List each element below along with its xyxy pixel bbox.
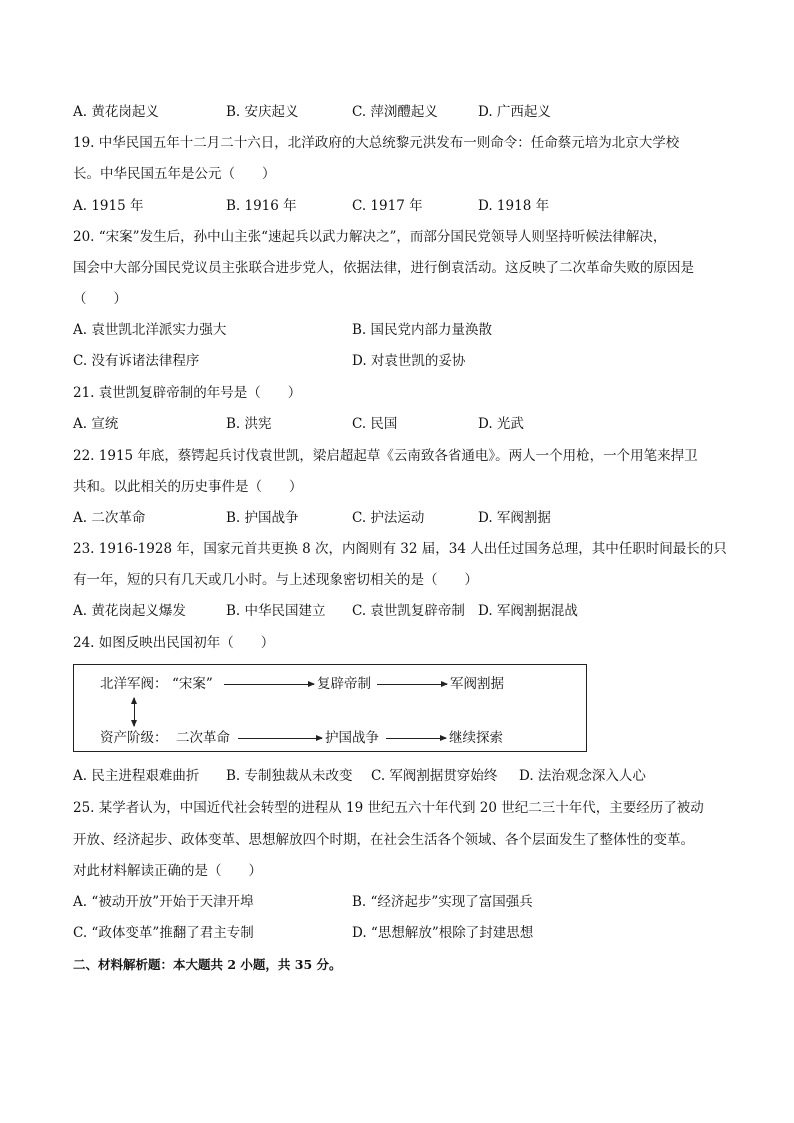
diagram-arrow-top-1 — [224, 684, 314, 685]
q18-option-b: B. 安庆起义 — [226, 104, 299, 120]
q20-option-c: C. 没有诉诸法律程序 — [73, 353, 200, 369]
q24-option-c: C. 军阀割据贯穿始终 — [371, 768, 498, 784]
diagram-top-item-3: 军阀割据 — [450, 676, 504, 692]
q25-option-a: A. “被动开放”开始于天津开埠 — [73, 894, 254, 910]
q25-stem-line-1: 25. 某学者认为，中国近代社会转型的进程从 19 世纪五六十年代到 20 世纪二三十年代，主要经历了被动 — [73, 800, 704, 816]
q22-option-d: D. 军阀割据 — [478, 510, 551, 526]
q23-option-d: D. 军阀割据混战 — [478, 603, 578, 619]
section-2-heading: 二、材料解析题：本大题共 2 小题，共 35 分。 — [73, 957, 342, 972]
q19-option-a: A. 1915 年 — [73, 198, 144, 214]
q19-stem-line-2: 长。中华民国五年是公元（ ） — [73, 166, 276, 182]
diagram-top-item-1: “宋案” — [172, 676, 213, 692]
q22-option-b: B. 护国战争 — [226, 510, 299, 526]
q25-option-b: B. “经济起步”实现了富国强兵 — [352, 894, 533, 910]
q22-stem-line-2: 共和。以此相关的历史事件是（ ） — [73, 479, 303, 495]
q20-option-b: B. 国民党内部力量涣散 — [352, 322, 493, 338]
q24-option-b: B. 专制独裁从未改变 — [226, 768, 353, 784]
diagram-vertical-double-arrow — [134, 698, 135, 726]
q20-option-a: A. 袁世凯北洋派实力强大 — [73, 322, 227, 338]
q19-option-b: B. 1916 年 — [226, 198, 297, 214]
q19-stem-line-1: 19. 中华民国五年十二月二十六日，北洋政府的大总统黎元洪发布一则命令：任命蔡元培为北京大学校 — [73, 135, 680, 151]
q20-stem-line-2: 国会中大部分国民党议员主张联合进步党人，依据法律，进行倒袁活动。这反映了二次革命失败的原因是 — [73, 260, 694, 276]
diagram-bottom-item-1: 二次革命 — [176, 730, 230, 746]
q23-option-a: A. 黄花岗起义爆发 — [73, 603, 186, 619]
q23-option-c: C. 袁世凯复辟帝制 — [352, 603, 465, 619]
q18-option-c: C. 萍浏醴起义 — [352, 104, 438, 120]
diagram-arrow-bottom-1 — [238, 738, 322, 739]
diagram-arrow-top-2 — [377, 684, 447, 685]
q18-option-d: D. 广西起义 — [478, 104, 551, 120]
q25-option-d: D. “思想解放”根除了封建思想 — [352, 925, 534, 941]
q23-stem-line-2: 有一年，短的只有几天或几小时。与上述现象密切相关的是（ ） — [73, 572, 478, 588]
q20-stem-line-1: 20. “宋案”发生后，孙中山主张“速起兵以武力解决之”，而部分国民党领导人则坚持听候法律解决， — [73, 229, 667, 245]
q19-option-c: C. 1917 年 — [352, 198, 423, 214]
q21-option-d: D. 光武 — [478, 416, 524, 432]
q23-stem-line-1: 23. 1916-1928 年，国家元首共更换 8 次，内阁则有 32 届，34 人出任过国务总理，其中任职时间最长的只 — [73, 541, 727, 557]
q24-option-d: D. 法治观念深入人心 — [519, 768, 646, 784]
q24-option-a: A. 民主进程艰难曲折 — [73, 768, 200, 784]
q24-stem: 24. 如图反映出民国初年（ ） — [73, 635, 275, 651]
q20-option-d: D. 对袁世凯的妥协 — [352, 353, 466, 369]
q21-stem: 21. 袁世凯复辟帝制的年号是（ ） — [73, 385, 302, 401]
q19-option-d: D. 1918 年 — [478, 198, 550, 214]
q21-option-b: B. 洪宪 — [226, 416, 272, 432]
q22-option-a: A. 二次革命 — [73, 510, 146, 526]
diagram-bottom-label: 资产阶级： — [100, 730, 168, 746]
q18-option-a: A. 黄花岗起义 — [73, 104, 159, 120]
q22-stem-line-1: 22. 1915 年底，蔡锷起兵讨伐袁世凯，梁启超起草《云南致各省通电》。两人一个用枪，一个用笔来捍卫 — [73, 448, 698, 464]
q23-option-b: B. 中华民国建立 — [226, 603, 326, 619]
q25-option-c: C. “政体变革”推翻了君主专制 — [73, 925, 254, 941]
q21-option-c: C. 民国 — [352, 416, 398, 432]
diagram-bottom-item-3: 继续探索 — [449, 730, 503, 746]
q25-stem-line-3: 对此材料解读正确的是（ ） — [73, 863, 262, 879]
q21-option-a: A. 宣统 — [73, 416, 119, 432]
q25-stem-line-2: 开放、经济起步、政体变革、思想解放四个时期，在社会生活各个领域、各个层面发生了整体性的变革。 — [73, 832, 694, 848]
q22-option-c: C. 护法运动 — [352, 510, 425, 526]
diagram-bottom-item-2: 护国战争 — [325, 730, 379, 746]
diagram-top-label: 北洋军阀： — [100, 676, 168, 692]
diagram-top-item-2: 复辟帝制 — [317, 676, 371, 692]
q24-diagram — [73, 664, 587, 752]
q20-stem-line-3: （ ） — [73, 291, 127, 307]
diagram-arrow-bottom-2 — [386, 738, 446, 739]
